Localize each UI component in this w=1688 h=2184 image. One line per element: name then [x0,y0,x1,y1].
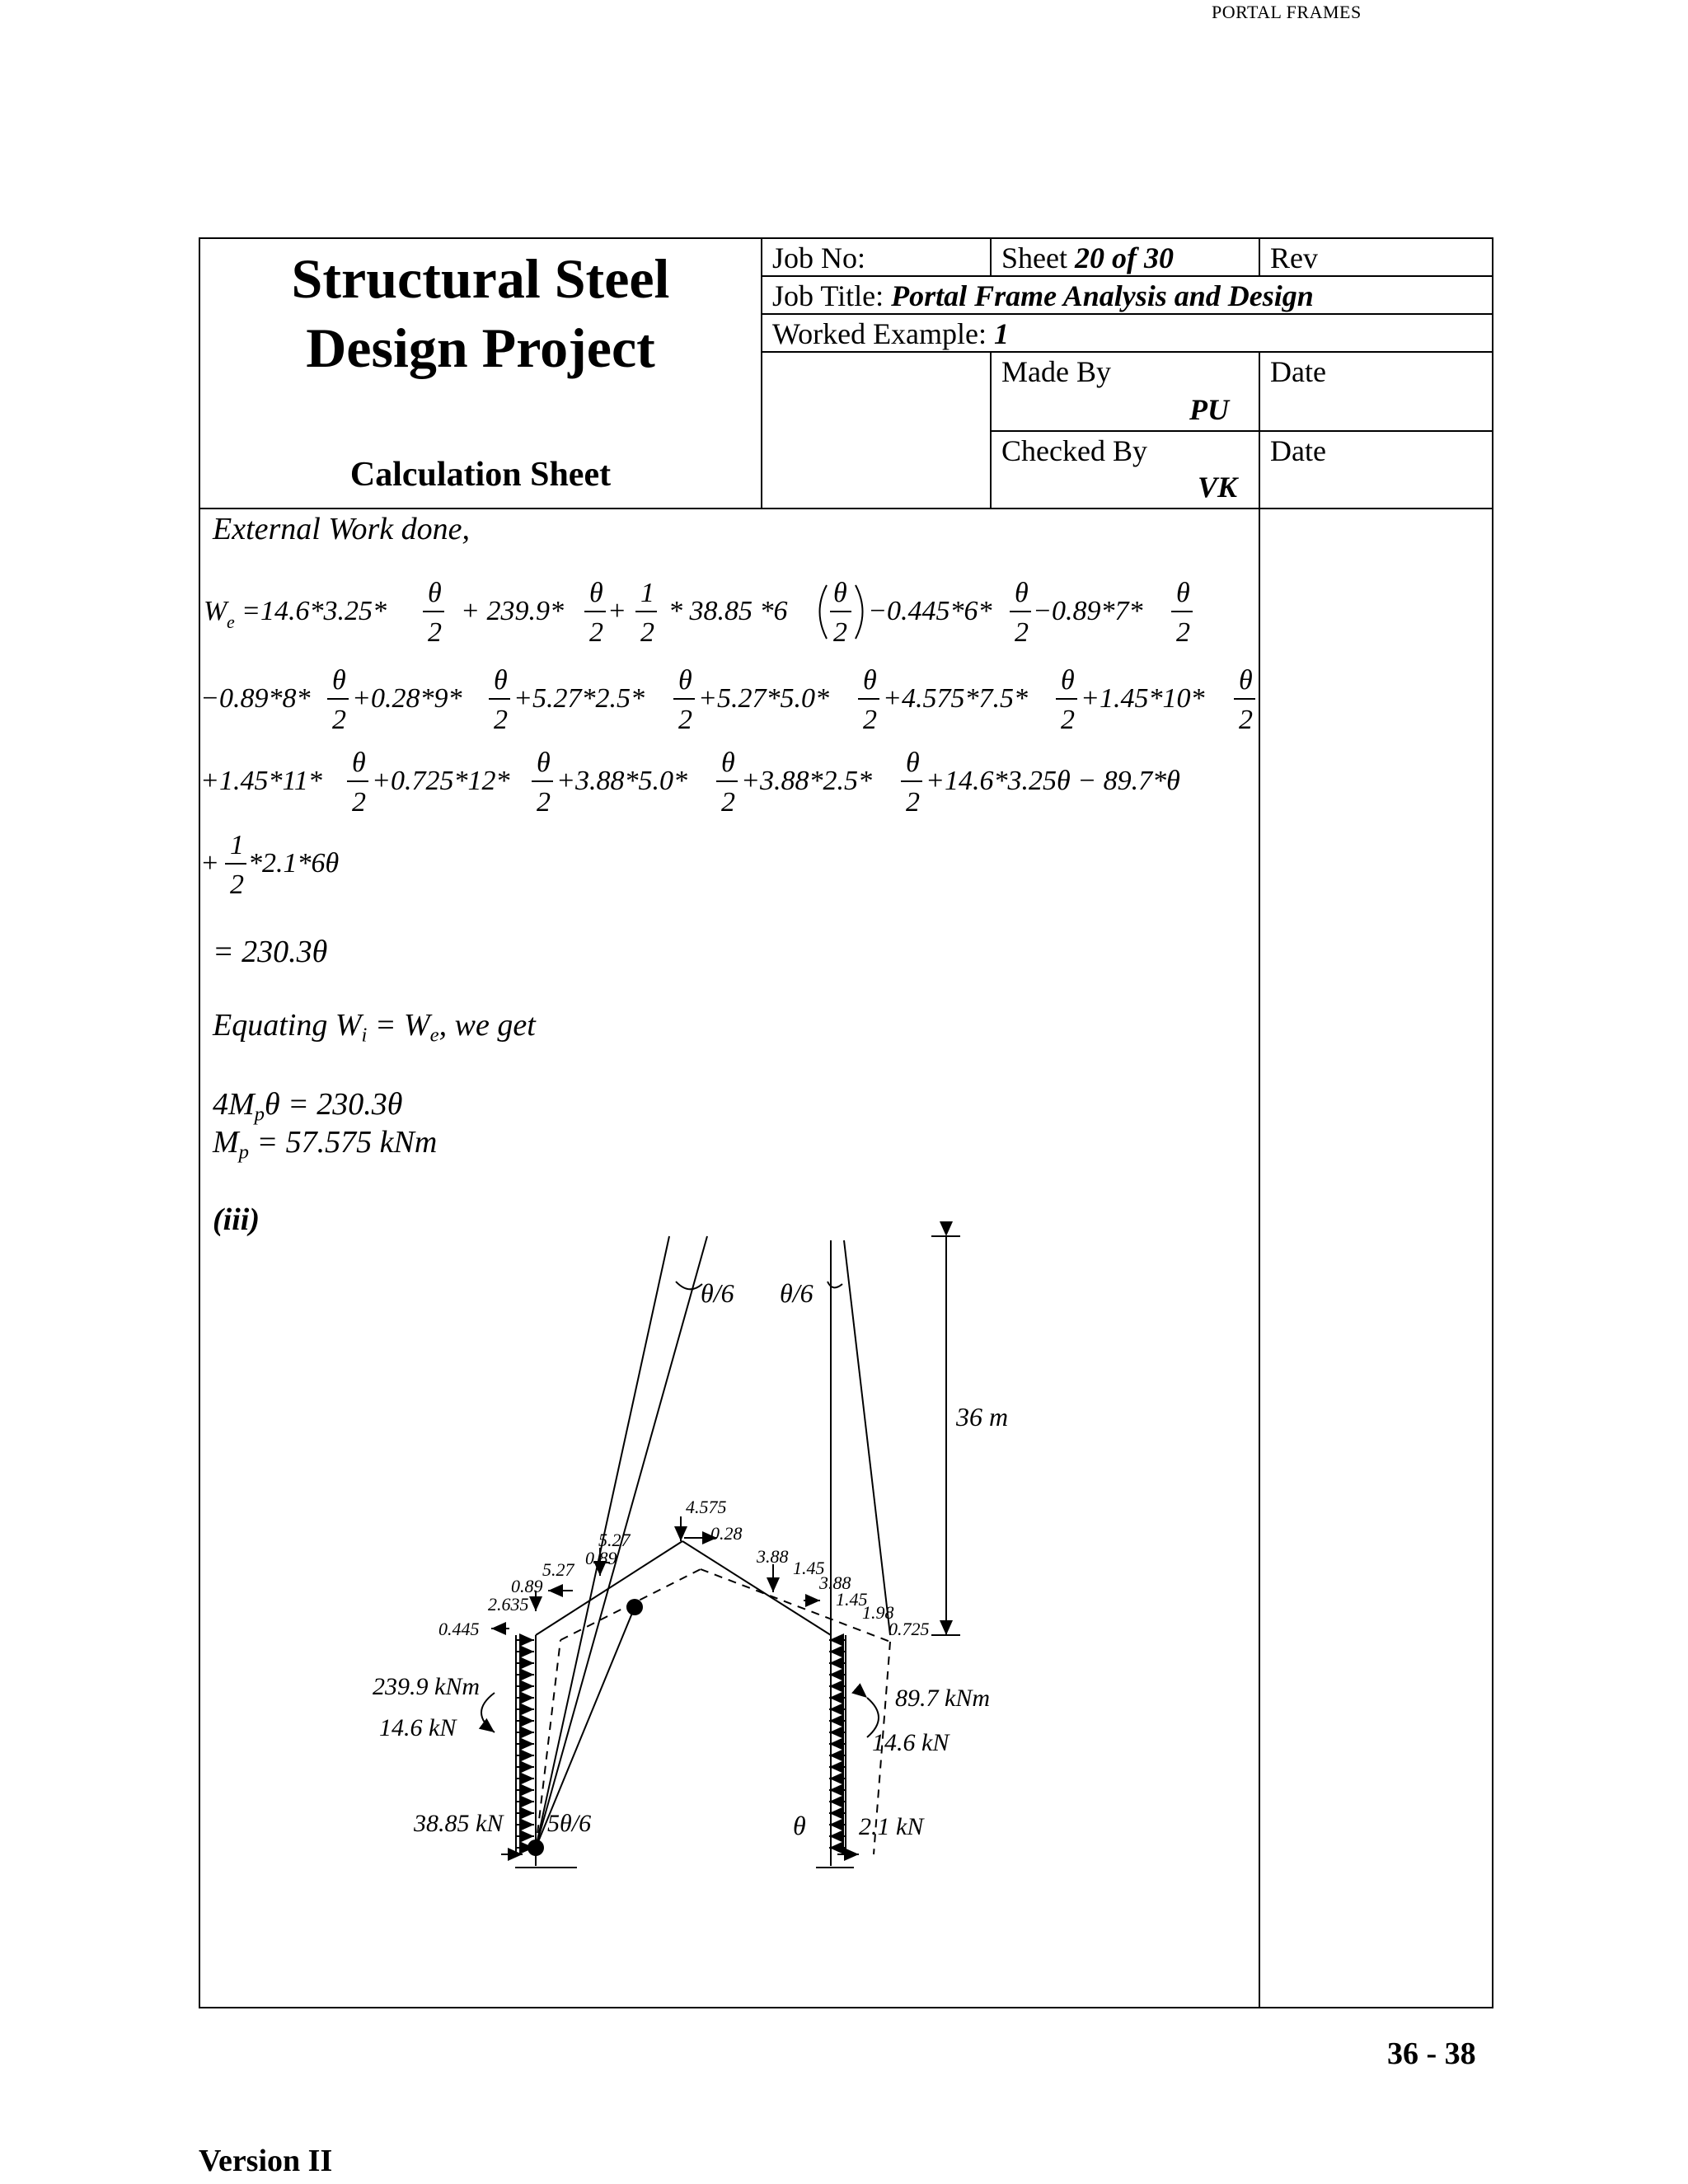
rotation-arc-left [676,1282,702,1289]
load-label: 1.98 [862,1602,894,1623]
frac-den: 2 [352,787,366,818]
eq-term: +0.28*9* [352,683,462,714]
load-label: 1.45 [793,1558,825,1578]
grid-line [990,430,1493,432]
grid-line [761,275,1493,277]
project-title [200,244,761,382]
portal-frame-mechanism-diagram [363,1220,1071,1879]
rafter-load-arrows [491,1516,820,1629]
mp-eq1-a: 4M [213,1087,255,1122]
job-title-label: Job Title: [772,279,884,312]
load-label: 0.89 [585,1548,617,1568]
moment-arrow-left [481,1693,495,1732]
grid-line [990,351,992,508]
eq-term: + 239.9* [461,596,564,626]
load-label: 0.445 [438,1619,480,1639]
equating-sub-e: e [429,1024,439,1047]
calculation-sheet-label: Calculation Sheet [349,456,612,494]
eq-term: −0.89*7* [1033,596,1143,626]
part-label: (iii) [213,1202,260,1237]
shear-label-right: 14.6 kN [872,1729,950,1756]
project-title-line2: Design Project [306,316,655,379]
frac-den: 2 [1015,617,1029,648]
frac-num: 1 [640,578,654,608]
base-reaction-right: 2.1 kN [859,1813,924,1840]
project-title-line1: Structural Steel [291,247,670,310]
made-by-label: Made By [1001,355,1111,388]
eq-term: +5.27*2.5* [513,683,645,714]
equation-line-1 [204,578,1193,648]
frac-den: 2 [332,705,346,735]
frac-num: θ [833,578,847,608]
sheet-number [1001,241,1174,275]
grid-line [761,313,1493,315]
load-label: 4.575 [686,1497,727,1517]
version-label: Version II [199,2144,333,2178]
height-dimension [931,1236,960,1635]
load-label: 5.27 [542,1559,574,1580]
frac-num: θ [1176,578,1190,608]
mp-eq2-sub: p [238,1141,249,1164]
grid-line [1259,239,1260,275]
rotation-arc-right [828,1282,842,1287]
job-no-label: Job No: [772,241,866,274]
grid-line [761,239,762,508]
frac-den: 2 [1061,705,1075,735]
eq-term: +1.45*10* [1081,683,1205,714]
frac-den: 2 [906,787,920,818]
checked-by-label: Checked By [1001,434,1147,467]
external-work-equation [199,560,1262,907]
sheet-label: Sheet [1001,241,1067,274]
eq-term: + [607,596,626,626]
frac-den: 2 [678,705,692,735]
frac-den: 2 [230,869,244,900]
frac-num: θ [1239,665,1253,696]
frac-den: 2 [589,617,603,648]
equating-text: Equating W [213,1008,362,1043]
frac-den: 2 [1239,705,1253,735]
job-title-value: Portal Frame Analysis and Design [891,279,1314,312]
rotation-label-right: θ/6 [780,1278,814,1308]
frac-den: 2 [537,787,551,818]
frac-den: 2 [494,705,508,735]
frac-num: θ [1061,665,1075,696]
sheet-value: 20 of 30 [1074,241,1174,274]
eq-term: + [200,848,219,879]
equating-text-mid: = W [367,1008,430,1043]
equation-line-3 [200,748,1180,818]
equating-statement [213,1007,536,1047]
grid-line [200,508,1493,509]
plastic-hinge-rafter [626,1599,643,1615]
checked-by-value: VK [1198,471,1238,504]
job-title [772,279,1314,313]
eq-term: −0.445*6* [868,596,992,626]
moment-label-right: 89.7 kNm [895,1685,990,1712]
page-number: 36 - 38 [1387,2036,1476,2071]
frac-num: θ [721,748,735,778]
eq-term: +3.88*2.5* [741,766,872,796]
frac-num: θ [863,665,877,696]
eq-term: +5.27*5.0* [698,683,829,714]
date-label: Date [1270,355,1326,388]
result-value: = 230.3θ [213,935,328,969]
plastic-hinge-base [528,1840,544,1856]
grid-line [990,239,992,275]
frac-den: 2 [428,617,442,648]
theta-base-label: θ [793,1811,806,1840]
eq-term: * 38.85 *6 [668,596,788,626]
rev-label: Rev [1270,241,1318,274]
frac-num: 1 [230,830,244,860]
load-label: 2.635 [488,1594,529,1615]
frac-den: 2 [721,787,735,818]
load-label: 0.89 [511,1576,543,1596]
running-header: PORTAL FRAMES [1212,2,1362,22]
rotation-label-left: θ/6 [701,1278,734,1308]
mp-eq1-sub: p [254,1103,265,1126]
frac-den: 2 [1176,617,1190,648]
shear-label-left: 14.6 kN [379,1714,457,1741]
mp-eq2-b: = 57.575 kNm [249,1125,438,1160]
frac-num: θ [537,748,551,778]
worked-example-label: Worked Example: [772,317,987,350]
moment-label-left: 239.9 kNm [373,1673,480,1700]
made-by-value: PU [1189,393,1229,426]
eq-subscript-e: e [227,612,235,632]
equating-text-end: , we get [438,1008,536,1043]
eq-term: +0.725*12* [372,766,510,796]
plastic-moment-eq2 [213,1124,437,1164]
external-work-heading: External Work done, [213,512,471,546]
mp-eq2-a: M [213,1125,239,1160]
eq-term: +4.575*7.5* [883,683,1028,714]
plastic-moment-eq1 [213,1086,402,1126]
load-label: 3.88 [757,1546,789,1567]
equation-line-4 [200,830,339,900]
eq-term: =14.6*3.25* [241,596,387,626]
frac-num: θ [906,748,920,778]
frac-den: 2 [640,617,654,648]
diagram-labels [373,1278,1008,1840]
eq-term: −0.89*8* [200,683,311,714]
load-label: 5.27 [598,1530,631,1550]
load-label: 3.88 [819,1572,851,1593]
base-rotation-label: 5θ/6 [547,1810,592,1837]
eq-term: +3.88*5.0* [556,766,687,796]
load-label: 0.28 [710,1523,743,1544]
grid-line [761,351,1493,353]
equation-line-2 [200,665,1255,735]
frac-num: θ [352,748,366,778]
eq-symbol-w: W [204,596,227,626]
load-label: 1.45 [836,1589,868,1610]
equating-sub-i: i [361,1024,368,1047]
load-label: 0.725 [889,1619,930,1639]
mp-eq1-b: θ = 230.3θ [265,1087,403,1122]
frac-den: 2 [833,617,847,648]
eq-term: +14.6*3.25θ − 89.7*θ [926,766,1180,796]
frac-num: θ [428,578,442,608]
frame-geometry [515,1236,890,1868]
frac-num: θ [1015,578,1029,608]
height-dimension-label: 36 m [956,1402,1009,1432]
frac-num: θ [332,665,346,696]
frac-num: θ [494,665,508,696]
frac-num: θ [678,665,692,696]
base-reaction-left: 38.85 kN [414,1810,504,1837]
frac-num: θ [589,578,603,608]
eq-term: *2.1*6θ [248,848,340,879]
worked-example [772,316,1009,351]
date-label-checked: Date [1270,434,1326,467]
worked-example-value: 1 [994,317,1010,350]
eq-term: +1.45*11* [200,766,322,796]
frac-den: 2 [863,705,877,735]
